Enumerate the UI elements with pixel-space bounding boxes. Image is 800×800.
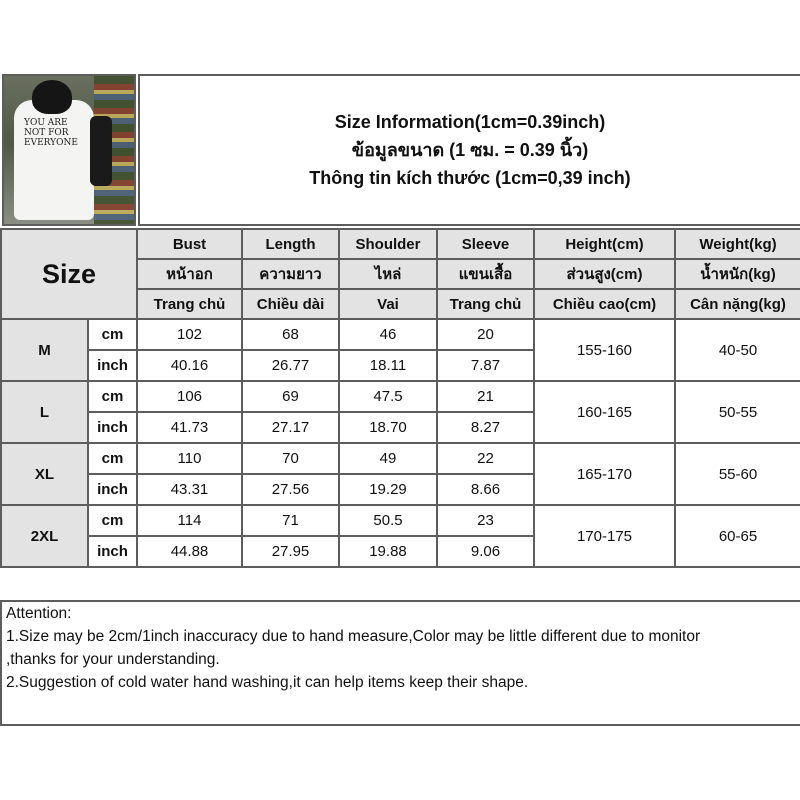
height-range: 165-170 [534, 443, 675, 505]
shoulder-inch: 19.88 [339, 536, 437, 567]
header-bust-thai: หน้าอก [137, 259, 242, 289]
photo-shirt-print [24, 118, 94, 148]
header-sleeve-thai: แขนเสื้อ [437, 259, 534, 289]
unit-inch: inch [88, 536, 137, 567]
height-range: 155-160 [534, 319, 675, 381]
bust-cm: 102 [137, 319, 242, 350]
height-range: 160-165 [534, 381, 675, 443]
header-bust-vi: Trang chủ [137, 289, 242, 319]
notes-line: ,thanks for your understanding. [6, 651, 220, 668]
shoulder-inch: 18.11 [339, 350, 437, 381]
shirt-print-line: NOT FOR [24, 128, 69, 138]
shoulder-cm: 46 [339, 319, 437, 350]
bust-cm: 114 [137, 505, 242, 536]
table-row [1, 319, 800, 350]
shoulder-cm: 49 [339, 443, 437, 474]
length-cm: 70 [242, 443, 339, 474]
weight-range: 40-50 [675, 319, 800, 381]
size-label-2xl: 2XL [1, 505, 88, 567]
title-vietnamese: Thông tin kích thước (1cm=0,39 inch) [309, 168, 631, 188]
attention-notes [0, 600, 800, 726]
unit-inch: inch [88, 412, 137, 443]
header-shoulder: Shoulder [339, 229, 437, 259]
title-box [138, 74, 800, 226]
notes-line: 1.Size may be 2cm/1inch inaccuracy due to hand measure,Color may be little different due to monitor [6, 628, 701, 645]
weight-range: 55-60 [675, 443, 800, 505]
length-inch: 27.56 [242, 474, 339, 505]
title-english: Size Information(1cm=0.39inch) [334, 112, 606, 132]
header-bust: Bust [137, 229, 242, 259]
header-sleeve: Sleeve [437, 229, 534, 259]
shirt-print-line: EVERYONE [24, 138, 78, 148]
bust-inch: 40.16 [137, 350, 242, 381]
shoulder-cm: 47.5 [339, 381, 437, 412]
table-row [1, 381, 800, 412]
header-height: Height(cm) [534, 229, 675, 259]
notes-line: 2.Suggestion of cold water hand washing,it can help items keep their shape. [6, 674, 529, 691]
header-shoulder-vi: Vai [339, 289, 437, 319]
sleeve-inch: 7.87 [437, 350, 534, 381]
unit-cm: cm [88, 381, 137, 412]
bust-inch: 41.73 [137, 412, 242, 443]
sleeve-cm: 22 [437, 443, 534, 474]
header-length-vi: Chiều dài [242, 289, 339, 319]
length-cm: 69 [242, 381, 339, 412]
shoulder-inch: 18.70 [339, 412, 437, 443]
unit-inch: inch [88, 350, 137, 381]
title-thai: ข้อมูลขนาด (1 ซม. = 0.39 นิ้ว) [351, 140, 589, 160]
sleeve-inch: 9.06 [437, 536, 534, 567]
unit-cm: cm [88, 319, 137, 350]
length-cm: 68 [242, 319, 339, 350]
sleeve-inch: 8.27 [437, 412, 534, 443]
bust-cm: 110 [137, 443, 242, 474]
header-weight-thai: น้ำหนัก(kg) [675, 259, 800, 289]
sleeve-cm: 23 [437, 505, 534, 536]
shoulder-inch: 19.29 [339, 474, 437, 505]
sleeve-cm: 21 [437, 381, 534, 412]
unit-inch: inch [88, 474, 137, 505]
photo-model-hair [32, 80, 72, 114]
length-inch: 27.95 [242, 536, 339, 567]
bust-inch: 43.31 [137, 474, 242, 505]
unit-cm: cm [88, 505, 137, 536]
weight-range: 60-65 [675, 505, 800, 567]
header-height-thai: ส่วนสูง(cm) [534, 259, 675, 289]
size-chart-table [0, 228, 800, 568]
header-length-thai: ความยาว [242, 259, 339, 289]
product-photo [2, 74, 136, 226]
length-inch: 27.17 [242, 412, 339, 443]
header-section [0, 72, 800, 228]
sleeve-inch: 8.66 [437, 474, 534, 505]
header-sleeve-vi: Trang chủ [437, 289, 534, 319]
size-label-xl: XL [1, 443, 88, 505]
header-row-english [1, 229, 800, 259]
shirt-print-line: YOU ARE [24, 118, 68, 128]
table-row [1, 505, 800, 536]
header-weight-vi: Cân nặng(kg) [675, 289, 800, 319]
length-inch: 26.77 [242, 350, 339, 381]
sleeve-cm: 20 [437, 319, 534, 350]
bust-cm: 106 [137, 381, 242, 412]
length-cm: 71 [242, 505, 339, 536]
size-label-m: M [1, 319, 88, 381]
header-length: Length [242, 229, 339, 259]
size-column-header: Size [1, 229, 137, 319]
bust-inch: 44.88 [137, 536, 242, 567]
size-label-l: L [1, 381, 88, 443]
weight-range: 50-55 [675, 381, 800, 443]
height-range: 170-175 [534, 505, 675, 567]
shoulder-cm: 50.5 [339, 505, 437, 536]
notes-heading: Attention: [6, 605, 72, 622]
table-row [1, 443, 800, 474]
unit-cm: cm [88, 443, 137, 474]
header-shoulder-thai: ไหล่ [339, 259, 437, 289]
header-height-vi: Chiều cao(cm) [534, 289, 675, 319]
header-weight: Weight(kg) [675, 229, 800, 259]
